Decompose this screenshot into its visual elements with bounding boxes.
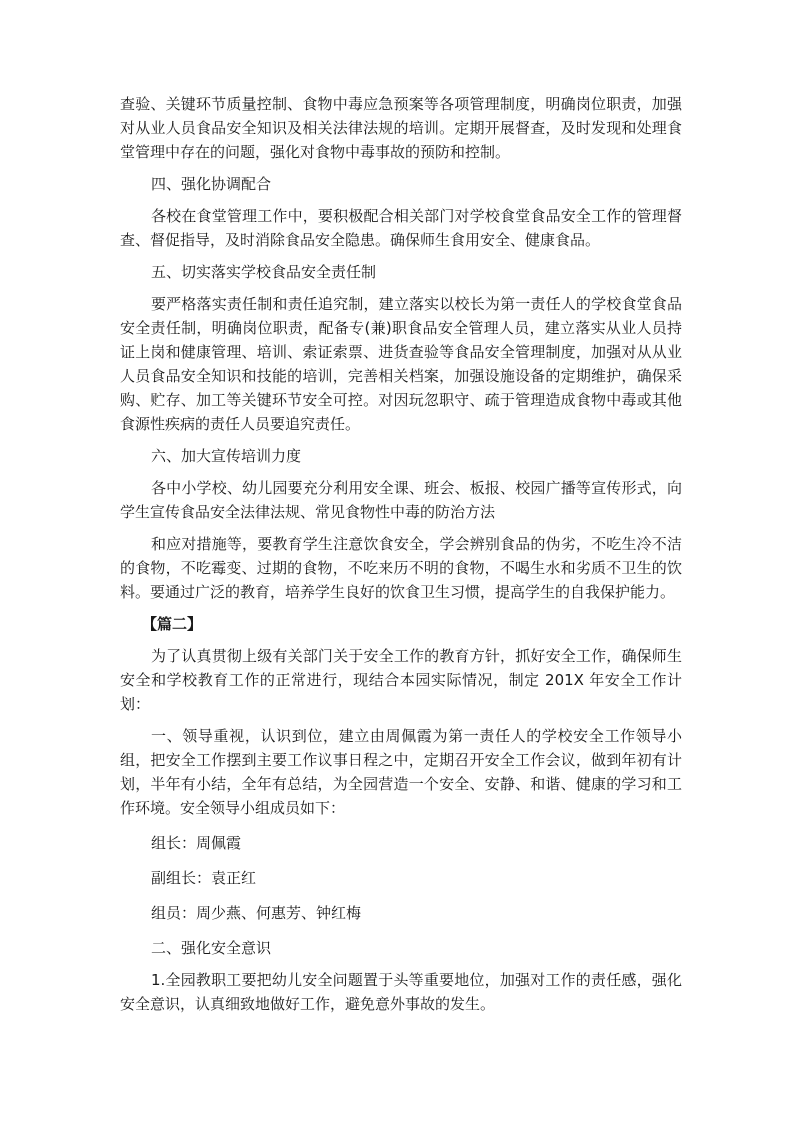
- paragraph-leadership: 一、领导重视，认识到位，建立由周佩霞为第一责任人的学校安全工作领导小组，把安全工作摆到主要工作议事日程之中，定期召开安全工作会议，做到年初有计划，半年有小结，全年有总结，为全园营造一个安全、安静、和谐、健康的学习和工作环境。安全领导小组成员如下：: [120, 727, 682, 817]
- heading-publicity: 六、加大宣传培训力度: [151, 447, 302, 465]
- document-page: [120, 92, 682, 1016]
- section-title-part-two: 【篇二】: [142, 615, 203, 633]
- paragraph-education: 和应对措施等，要教育学生注意饮食安全，学会辨别食品的伪劣，不吃生冷不洁的食物，不吃霉变、过期的食物，不吃来历不明的食物，不喝生水和劣质不卫生的饮料。要通过广泛的教育，培养学生良好的饮食卫生习惯，提高学生的自我保护能力。: [120, 535, 682, 601]
- paragraph-coordination: 各校在食堂管理工作中，要积极配合相关部门对学校食堂食品安全工作的管理督查、督促指导，及时消除食品安全隐患。确保师生食用安全、健康食品。: [120, 207, 682, 249]
- vice-leader-line: 副组长：袁正红: [151, 869, 257, 887]
- paragraph-management-system: 查验、关键环节质量控制、食物中毒应急预案等各项管理制度，明确岗位职责，加强对从业人员食品安全知识及相关法律法规的培训。定期开展督查，及时发现和处理食堂管理中存在的问题，强化对食物中毒事故的预防和控制。: [120, 95, 682, 161]
- heading-safety-awareness: 二、强化安全意识: [151, 939, 272, 957]
- paragraph-safety-awareness: 1.全园教职工要把幼儿安全问题置于头等重要地位，加强对工作的责任感，强化安全意识，认真细致地做好工作，避免意外事故的发生。: [120, 971, 682, 1013]
- paragraph-publicity: 各中小学校、幼儿园要充分利用安全课、班会、板报、校园广播等宣传形式，向学生宣传食品安全法律法规、常见食物性中毒的防治方法: [120, 479, 682, 521]
- leader-line: 组长：周佩霞: [151, 834, 242, 852]
- heading-coordination: 四、强化协调配合: [151, 175, 272, 193]
- paragraph-plan-intro: 为了认真贯彻上级有关部门关于安全工作的教育方针，抓好安全工作，确保师生安全和学校教育工作的正常进行，现结合本园实际情况，制定 201X 年安全工作计划：: [120, 647, 682, 713]
- heading-responsibility: 五、切实落实学校食品安全责任制: [151, 263, 377, 281]
- members-line: 组员：周少燕、何惠芳、钟红梅: [151, 904, 362, 922]
- paragraph-responsibility: 要严格落实责任制和责任追究制，建立落实以校长为第一责任人的学校食堂食品安全责任制，明确岗位职责，配备专(兼)职食品安全管理人员，建立落实从业人员持证上岗和健康管理、培训、索证索票、进货查验等食品安全管理制度，加强对从从业人员食品安全知识和技能的培训，完善相关档案，加强设施设备的定期维护，确保采购、贮存、加工等关键环节安全可控。对因玩忽职守、疏于管理造成食物中毒或其他食源性疾病的责任人员要追究责任。: [120, 295, 682, 433]
